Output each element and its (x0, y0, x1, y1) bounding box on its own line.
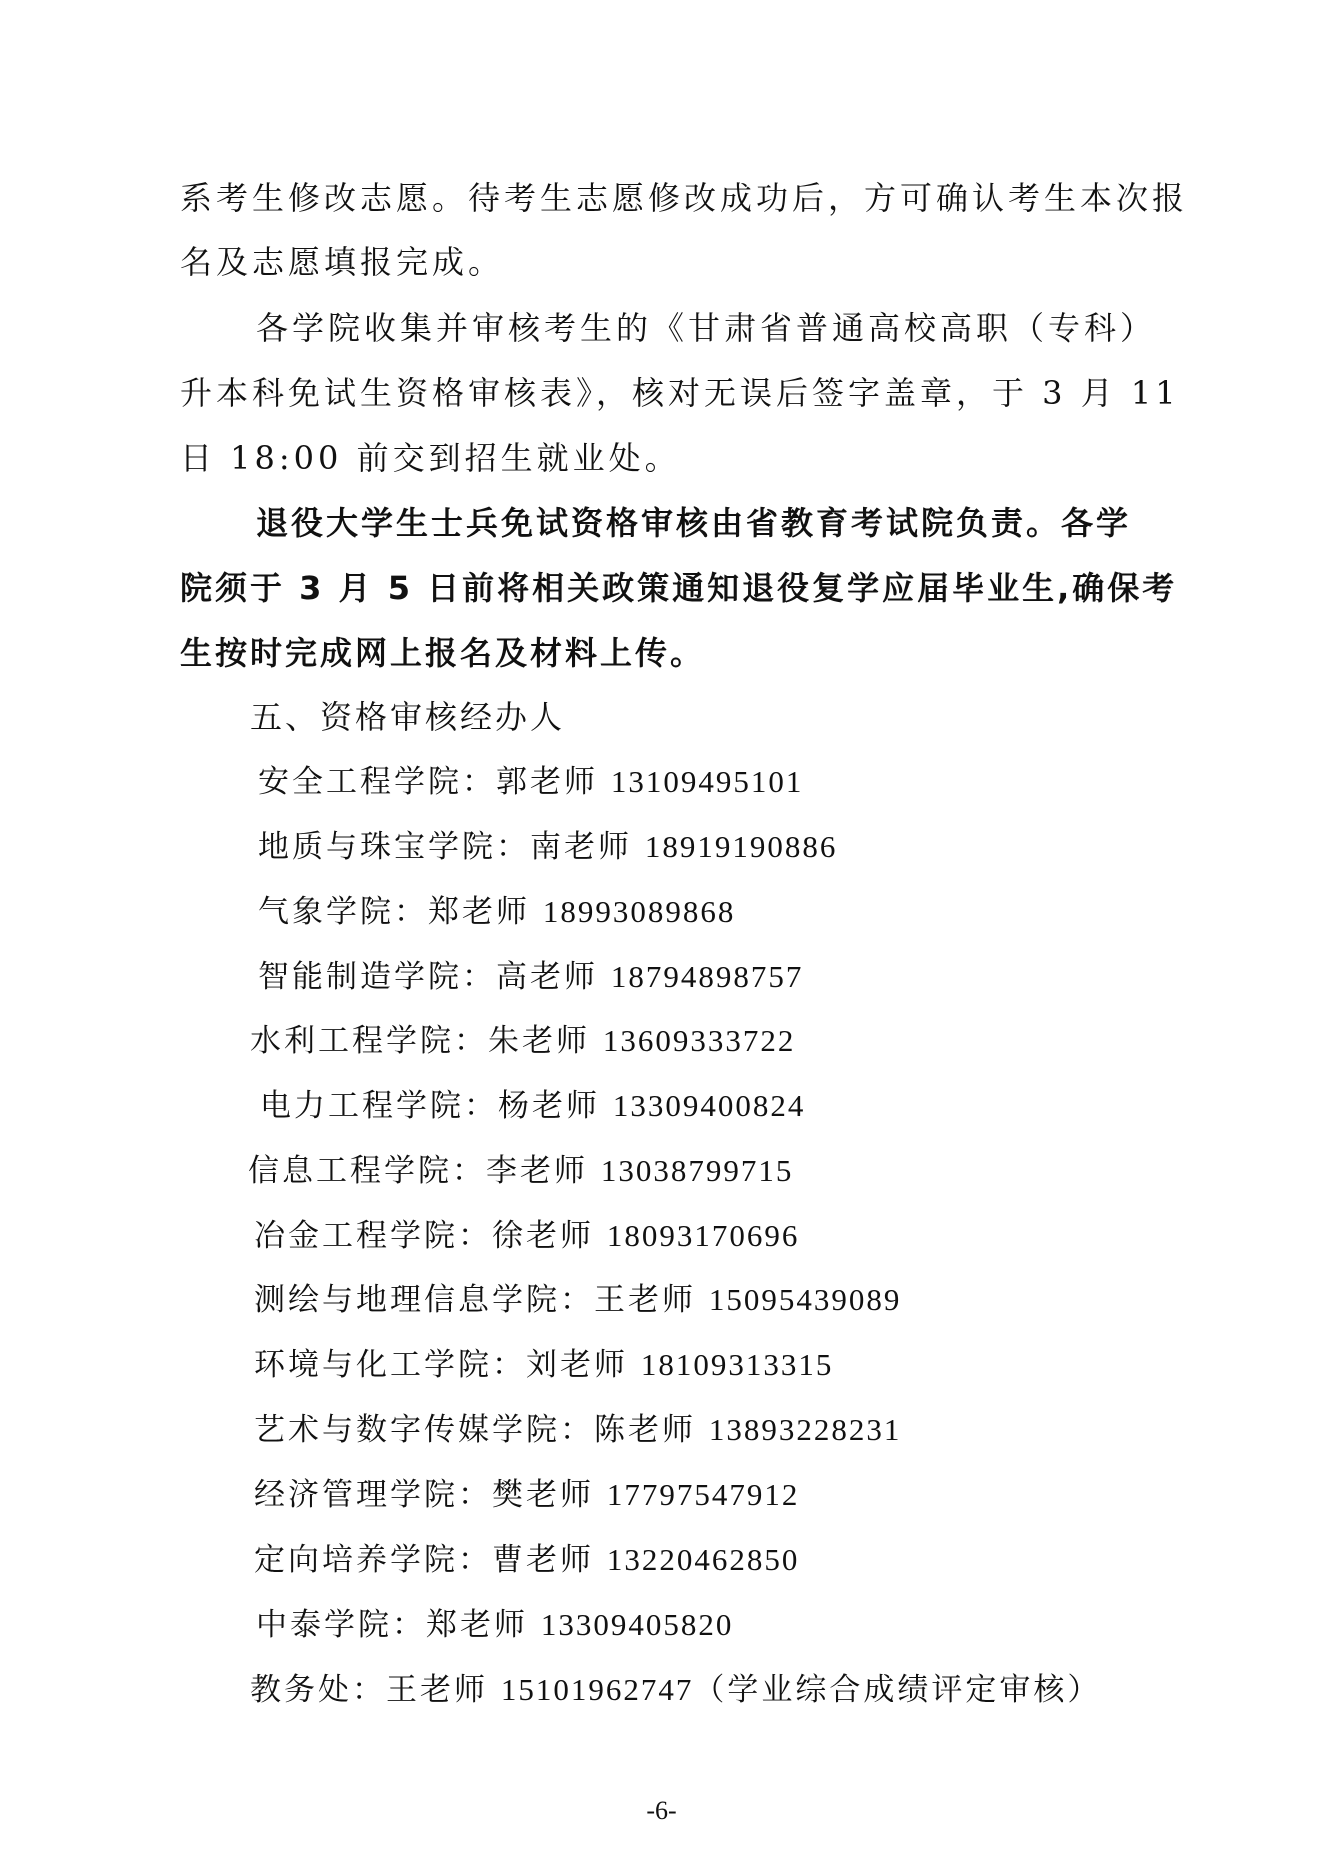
phone-number: 13309405820 (540, 1607, 734, 1642)
teacher-name: 曹老师 (492, 1542, 594, 1578)
contact-item (254, 1410, 901, 1450)
phone-number: 13038799715 (600, 1153, 794, 1188)
teacher-name: 高老师 (496, 959, 598, 995)
contact-item (250, 1021, 795, 1061)
college-name: 中泰学院： (256, 1607, 426, 1643)
contact-item (254, 1540, 799, 1580)
contact-item (258, 957, 803, 997)
paragraph-1-line-1: 系考生修改志愿。待考生志愿修改成功后，方可确认考生本次报 (180, 179, 1189, 217)
contact-item (254, 1216, 799, 1256)
teacher-name: 郭老师 (496, 764, 598, 800)
paragraph-3-line-3: 生按时完成网上报名及材料上传。 (180, 634, 706, 672)
phone-number: 18109313315 (640, 1347, 834, 1382)
teacher-name: 王老师 (594, 1282, 696, 1318)
teacher-name: 南老师 (530, 829, 632, 865)
teacher-name: 李老师 (486, 1153, 588, 1189)
phone-number: 13220462850 (606, 1542, 800, 1577)
contact-item (254, 1345, 833, 1385)
college-name: 智能制造学院： (258, 959, 496, 995)
contact-item (250, 1670, 1101, 1710)
teacher-name: 杨老师 (498, 1088, 600, 1124)
teacher-name: 刘老师 (526, 1347, 628, 1383)
teacher-name: 徐老师 (492, 1218, 594, 1254)
phone-number: 13893228231 (708, 1412, 902, 1447)
phone-number: 18993089868 (542, 894, 736, 929)
phone-number: 18093170696 (606, 1218, 800, 1253)
college-name: 经济管理学院： (254, 1477, 492, 1513)
college-name: 冶金工程学院： (254, 1218, 492, 1254)
paragraph-2-line-2: 升本科免试生资格审核表》，核对无误后签字盖章，于 3 月 11 (180, 374, 1180, 412)
paragraph-3-line-2: 院须于 3 月 5 日前将相关政策通知退役复学应届毕业生,确保考 (180, 569, 1178, 607)
paragraph-2-line-1: 各学院收集并审核考生的《甘肃省普通高校高职（专科） (256, 309, 1157, 347)
teacher-name: 郑老师 (426, 1607, 528, 1643)
contact-item (254, 1280, 901, 1320)
phone-number: 13109495101 (610, 764, 804, 799)
paragraph-1-line-2: 名及志愿填报完成。 (180, 243, 505, 281)
teacher-name: 郑老师 (428, 894, 530, 930)
college-name: 教务处： (250, 1672, 386, 1708)
teacher-name: 王老师 (386, 1672, 488, 1708)
phone-number: 15101962747 (500, 1672, 694, 1707)
contact-item (256, 1605, 733, 1645)
teacher-name: 樊老师 (492, 1477, 594, 1513)
contact-item (260, 1086, 805, 1126)
contact-item (254, 1475, 799, 1515)
college-name: 安全工程学院： (258, 764, 496, 800)
college-name: 信息工程学院： (248, 1153, 486, 1189)
contact-item (258, 892, 735, 932)
phone-number: 18794898757 (610, 959, 804, 994)
section-heading: 五、资格审核经办人 (250, 698, 566, 736)
contact-item (258, 762, 803, 802)
contact-item (258, 827, 837, 867)
phone-number: 13309400824 (612, 1088, 806, 1123)
college-name: 测绘与地理信息学院： (254, 1282, 594, 1318)
phone-number: 13609333722 (602, 1023, 796, 1058)
teacher-name: 朱老师 (488, 1023, 590, 1059)
paragraph-2-line-3: 日 18:00 前交到招生就业处。 (180, 439, 681, 477)
contact-note: （学业综合成绩评定审核） (693, 1672, 1102, 1708)
teacher-name: 陈老师 (594, 1412, 696, 1448)
college-name: 环境与化工学院： (254, 1347, 526, 1383)
paragraph-3-line-1: 退役大学生士兵免试资格审核由省教育考试院负责。各学 (256, 504, 1132, 542)
phone-number: 18919190886 (644, 829, 838, 864)
college-name: 地质与珠宝学院： (258, 829, 530, 865)
college-name: 电力工程学院： (260, 1088, 498, 1124)
phone-number: 15095439089 (708, 1282, 902, 1317)
college-name: 艺术与数字传媒学院： (254, 1412, 594, 1448)
college-name: 定向培养学院： (254, 1542, 492, 1578)
page-number: -6- (646, 1796, 677, 1825)
phone-number: 17797547912 (606, 1477, 800, 1512)
college-name: 水利工程学院： (250, 1023, 488, 1059)
college-name: 气象学院： (258, 894, 428, 930)
contact-item (248, 1151, 793, 1191)
